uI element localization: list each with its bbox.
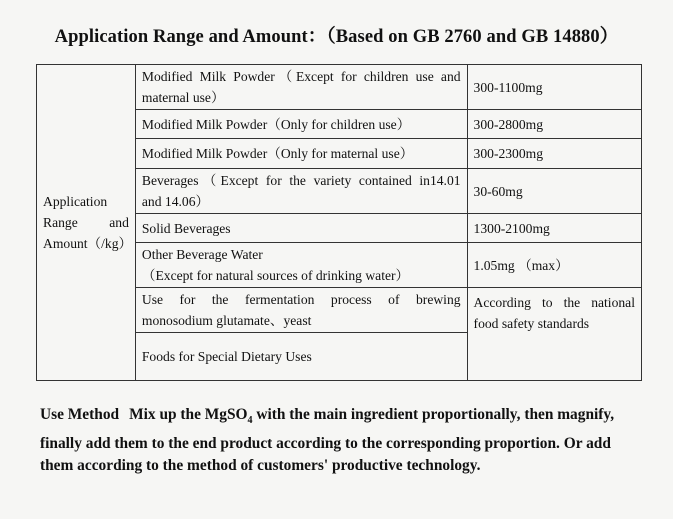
row-header-line-1: Application bbox=[43, 194, 108, 209]
row-header-line-2 bbox=[43, 212, 129, 233]
row-header-line-3: Amount（/kg） bbox=[43, 236, 133, 251]
row-header-cell bbox=[37, 65, 136, 381]
category-text: Other Beverage Water bbox=[141, 247, 263, 262]
category-cell bbox=[135, 243, 467, 288]
amount-cell: 300-1100mg bbox=[467, 65, 641, 110]
category-text: monosodium glutamate、yeast bbox=[141, 313, 312, 328]
category-cell bbox=[135, 288, 467, 333]
use-method-subscript: 4 bbox=[247, 415, 253, 427]
amount-cell: 1300-2100mg bbox=[467, 214, 641, 243]
application-range-table bbox=[36, 64, 642, 381]
category-text: Modified Milk Powder（Except for children use and bbox=[141, 69, 461, 84]
row-header-word-and: and bbox=[109, 215, 129, 230]
category-text: maternal use） bbox=[141, 90, 225, 105]
use-method-paragraph bbox=[40, 404, 640, 478]
category-cell bbox=[135, 65, 467, 110]
use-method-label: Use Method bbox=[40, 406, 120, 423]
amount-cell: 300-2800mg bbox=[467, 110, 641, 139]
category-cell: Foods for Special Dietary Uses bbox=[135, 333, 467, 381]
shared-amount-cell bbox=[467, 288, 641, 381]
category-cell: Solid Beverages bbox=[135, 214, 467, 243]
amount-cell: 1.05mg （max） bbox=[467, 243, 641, 288]
category-text: Use for the fermentation process of brewing bbox=[141, 292, 461, 307]
category-text: Beverages（Except for the variety contained in14.01 bbox=[141, 173, 461, 188]
row-header-word-range: Range bbox=[43, 215, 78, 230]
category-text: （Except for natural sources of drinking water） bbox=[141, 268, 410, 283]
use-method-text-after: with the main ingredient proportionally, then magnify, finally add them to the end product according to the corresponding proportion. Or add them according to the method of customers' productive technology. bbox=[40, 406, 615, 475]
page-title: Application Range and Amount：（Based on GB 2760 and GB 14880） bbox=[54, 27, 619, 47]
shared-amount-text: According to the national bbox=[473, 295, 635, 310]
amount-cell: 300-2300mg bbox=[467, 139, 641, 169]
category-cell: Modified Milk Powder（Only for maternal use） bbox=[135, 139, 467, 169]
category-cell bbox=[135, 169, 467, 214]
category-text: and 14.06） bbox=[141, 194, 210, 209]
shared-amount-text: food safety standards bbox=[473, 316, 590, 331]
category-cell: Modified Milk Powder（Only for children use） bbox=[135, 110, 467, 139]
use-method-text-before: Mix up the MgSO bbox=[129, 406, 248, 423]
amount-cell: 30-60mg bbox=[467, 169, 641, 214]
